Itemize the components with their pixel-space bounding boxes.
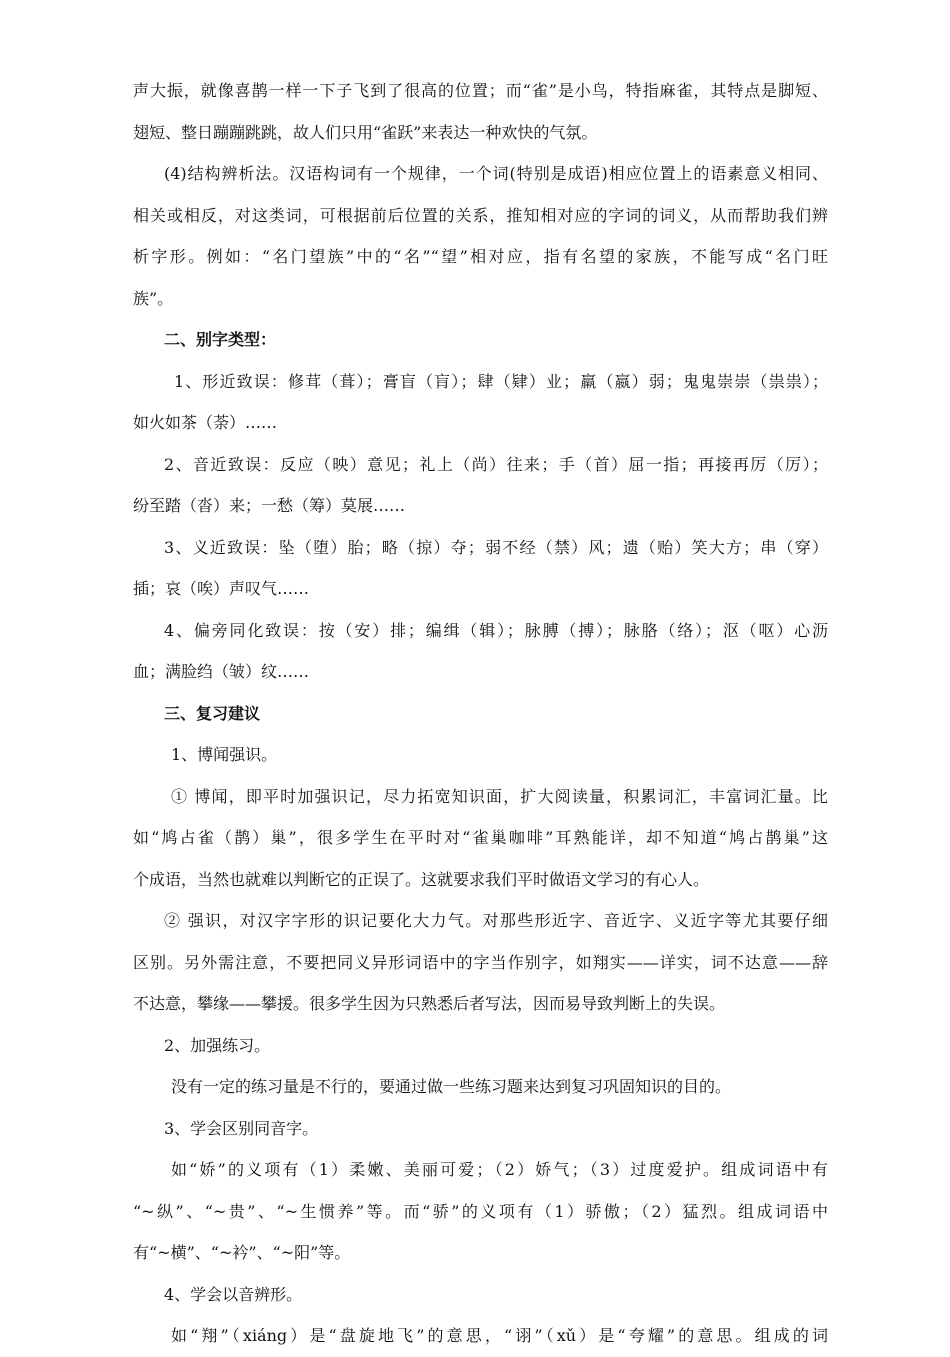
paragraph-line: 声大振，就像喜鹊一样一下子飞到了很高的位置；而“雀”是小鸟，特指麻雀，其特点是脚短、 xyxy=(133,81,828,100)
paragraph-line: 如火如茶（荼）…… xyxy=(133,413,278,432)
paragraph-line: 如“翔”（xiáng）是“盘旋地飞”的意思，“诩”（xǔ）是“夸耀”的意思。组成的词 xyxy=(171,1326,828,1345)
paragraph-line: 纷至踏（沓）来；一愁（筹）莫展…… xyxy=(133,496,406,515)
paragraph-line: 如“鸠占雀（鹊）巢”，很多学生在平时对“雀巢咖啡”耳熟能详，却不知道“鸠占鹊巢”这 xyxy=(133,828,828,847)
paragraph-line: 没有一定的练习量是不行的，要通过做一些练习题来达到复习巩固知识的目的。 xyxy=(171,1077,732,1096)
paragraph-line: “~纵”、“~贵”、“~生惯养”等。而“骄”的义项有（1）骄傲；（2）猛烈。组成词语中 xyxy=(133,1201,828,1221)
paragraph-line: 4、学会以音辨形。 xyxy=(164,1284,303,1304)
section-heading: 三、复习建议 xyxy=(164,703,261,723)
paragraph-line: 2、加强练习。 xyxy=(164,1035,271,1055)
paragraph-line: 相关或相反，对这类词，可根据前后位置的关系，推知相对应的字词的词义，从而帮助我们辨 xyxy=(133,205,828,225)
paragraph-line: ① 博闻，即平时加强识记，尽力拓宽知识面，扩大阅读量，积累词汇，丰富词汇量。比 xyxy=(171,786,828,806)
paragraph-line: 4、偏旁同化致误：按（安）排；编缉（辑）；脉膊（搏）；脉胳（络）；沤（呕）心沥 xyxy=(164,620,828,640)
paragraph-line: 有“~横”、“~衿”、“~阳”等。 xyxy=(133,1243,351,1262)
document-body xyxy=(133,70,828,1357)
paragraph-line: 血；满脸绉（皱）纹…… xyxy=(133,662,310,681)
paragraph-line: ② 强识，对汉字字形的识记要化大力气。对那些形近字、音近字、义近字等尤其要仔细 xyxy=(164,911,828,930)
paragraph-line: 3、学会区别同音字。 xyxy=(164,1118,319,1138)
paragraph-line: 析字形。例如：“名门望族”中的“名”“望”相对应，指有名望的家族，不能写成“名门旺 xyxy=(133,247,828,266)
paragraph-line: 翅短、整日蹦蹦跳跳，故人们只用“雀跃”来表达一种欢快的气氛。 xyxy=(133,122,598,142)
paragraph-line: 个成语，当然也就难以判断它的正误了。这就要求我们平时做语文学习的有心人。 xyxy=(133,869,710,889)
paragraph-line: 区别。另外需注意，不要把同义异形词语中的字当作别字，如翔实——详实，词不达意——辞 xyxy=(133,952,828,972)
paragraph-line: (4)结构辨析法。汉语构词有一个规律，一个词(特别是成语)相应位置上的语素意义相同、 xyxy=(164,164,828,183)
paragraph-line: 2、音近致误：反应（映）意见；礼上（尚）往来；手（首）屈一指；再接再厉（厉）； xyxy=(164,454,828,474)
paragraph-line: 如“娇”的义项有（1）柔嫩、美丽可爱；（2）娇气；（3）过度爱护。组成词语中有 xyxy=(171,1160,828,1179)
paragraph-line: 插；哀（唉）声叹气…… xyxy=(133,579,310,598)
section-heading: 二、别字类型： xyxy=(164,330,277,349)
paragraph-line: 族”。 xyxy=(133,288,174,308)
paragraph-line: 1、形近致误：修茸（葺）；膏盲（肓）；肆（肄）业；羸（嬴）弱；鬼鬼崇崇（祟祟）； xyxy=(174,371,828,391)
paragraph-line: 不达意，攀缘——攀援。很多学生因为只熟悉后者写法，因而易导致判断上的失误。 xyxy=(133,994,726,1013)
paragraph-line: 3、义近致误：坠（堕）胎；略（掠）夺；弱不经（禁）风；遗（贻）笑大方；串（穿） xyxy=(164,537,828,557)
paragraph-line: 1、博闻强识。 xyxy=(171,745,278,764)
